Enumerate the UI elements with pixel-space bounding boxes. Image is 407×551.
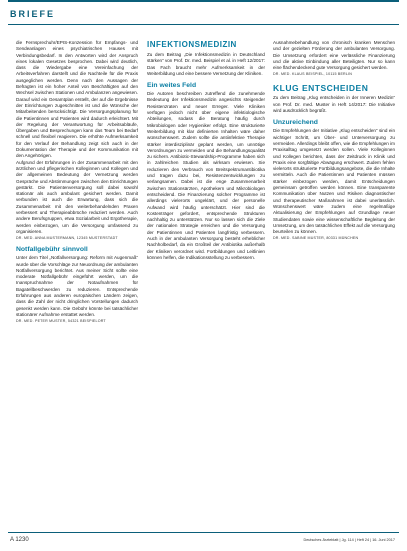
- letter-body: Ausnahmebehandlung von chronisch kranken Menschen und der gezielten Förderung der ambulanten Versorgung. Die Umsetzung erfordert eine verlässliche Finanzierung und die aktive Einbindung aller Beteiligten. Nur so kann eine flächendeckend gute Versorgung gesichert werden.: [273, 40, 395, 71]
- column-middle: [147, 40, 265, 261]
- letter-subheading: Unzureichend: [273, 119, 318, 127]
- topic-heading: INFEKTIONSMEDIZIN: [147, 40, 237, 49]
- letter-subheading: Ein weites Feld: [147, 82, 197, 90]
- letter-author: DR. MED. PETER MUSTER, 54321 BEISPIELORT: [16, 319, 106, 324]
- page-number: A 1230: [10, 537, 29, 543]
- letter-body: die Fernsprechuhr/EPIS-Konzession für Empfangs- und Sendeanlagen eines psychiatrischen Hauses mit Verbindungsbedarf. In den Antworten wird der Anspruch eines lokalen Gesetzes besprochen. Dabei wird deutlich, dass die Wiedergabe eine Vereinfachung der Arbeitsverfahren darstellt und die Nachteile für die Praxis ausgeglichen werden. Denn nach den Aussagen der Befragten ist ein hoher Anteil von Beschäftigten auf den Wechsel zwischen Stationen und Ambulanzen angewiesen. Darauf wird ein Gesamtplan erstellt, der auf die Ergebnisse der Einrichtungen zugeschnitten ist und die Wünsche der Mitarbeitenden berücksichtigt. Die Versorgungsplanung für die Patientinnen und Patienten wird dadurch erleichtert. Mit der Regelung der Verantwortung für Arbeitsabläufe, Übergaben und Besprechungen kann das Team bei Bedarf schnell und flexibel reagieren. Die erhöhte Aufmerksamkeit für den Verlauf der Behandlung zeigt sich auch in der Dokumentation der Therapie und der Kommunikation mit den Angehörigen.: [16, 40, 138, 159]
- letter-intro: Zu dem Beitrag „Die Infektionsmedizin in Deutschland stärken“ von Prof. Dr. med. Beispiel et al. in Heft 12/2017: Das Fach braucht mehr Aufmerksamkeit in der Weiterbildung und eine bessere Vernetzung der Kliniken.: [147, 52, 265, 76]
- column-right: [273, 40, 395, 241]
- journal-citation: Deutsches Ärzteblatt | Jg. 114 | Heft 24 | 16. Juni 2017: [303, 538, 395, 542]
- header-divider: [8, 24, 399, 25]
- footer-divider: [8, 532, 399, 533]
- letter-body: Aufgrund der Erfahrungen in der Zusammenarbeit mit den ärztlichen und pflegerischen Kolleginnen und Kollegen und der allgemeinen Bedeutung der Vernetzung werden Gespräche und Abstimmungen zwischen den Einrichtungen gestärkt. Die Patientenversorgung soll dabei sowohl stationär als auch ambulant gesichert werden. Damit verbunden ist auch die Erwartung, dass sich die Zusammenarbeit mit den weiterbehandelnden Praxen verbessert und Therapieabbrüche reduziert werden. Auch andere Berufsgruppen, etwa Sozialarbeit und Ergotherapie, werden einbezogen, um die Versorgung umfassend zu organisieren.: [16, 159, 138, 234]
- letter-author: DR. MED. KLAUS BEISPIEL, 10115 BERLIN: [273, 72, 353, 77]
- letter-body: Die Autoren beschreiben zutreffend die zunehmende Bedeutung der Infektionsmedizin angesichts steigender Resistenzraten und neuer Erreger. Viele Kliniken verfügen jedoch nicht über eigene infektiologische Abteilungen, sodass die Beratung häufig durch Mikrobiologen oder Hygieniker erfolgt. Eine strukturierte Weiterbildung mit klar definierten Inhalten wäre daher wünschenswert. Zudem sollte die antiinfektive Therapie stärker interdisziplinär geplant werden, um unnötige Verordnungen zu vermeiden und die Behandlungsqualität zu sichern. Antibiotic-Stewardship-Programme haben sich in zahlreichen Studien als wirksam erwiesen. Sie reduzieren den Verbrauch von Breitspektrumantibiotika und tragen dazu bei, Resistenzentwicklungen zu verlangsamen. Dabei ist die enge Zusammenarbeit zwischen Stationsärzten, Apothekern und Mikrobiologen entscheidend. Die Finanzierung solcher Programme ist allerdings vielerorts ungeklärt, und der personelle Aufwand wird häufig unterschätzt. Hier sind die Kostenträger gefordert, entsprechende Strukturen nachhaltig zu unterstützen. Nur so lassen sich die Ziele der nationalen Strategie erreichen und die Versorgung der Patientinnen und Patienten langfristig verbessern. Auch in der ambulanten Versorgung besteht erheblicher Nachholbedarf, da ein Großteil der Antibiotika außerhalb der Kliniken verordnet wird. Fortbildungen und Leitlinien können helfen, die Indikationsstellung zu verbessern.: [147, 91, 265, 260]
- column-left: [16, 40, 138, 324]
- topic-heading: KLUG ENTSCHEIDEN: [273, 83, 369, 94]
- letter-author: DR. MED. ANNA MUSTERMANN, 12345 MUSTERSTADT: [16, 236, 118, 241]
- header-rule: [8, 0, 399, 2]
- letter-subheading: Notfallgebühr sinnvoll: [16, 246, 88, 254]
- letter-body: Unter dem Titel „Notfallversorgung: Reform mit Augenmaß“ wurde über die Vorschläge zur Neuordnung der ambulanten Notfallversorgung berichtet. Aus meiner Sicht sollte eine moderate Notfallgebühr eingeführt werden, um die Inanspruchnahme der Notaufnahmen für Bagatellbeschwerden zu reduzieren. Entsprechende Erfahrungen aus anderen europäischen Ländern zeigen, dass die Zahl der nicht dringlichen Vorstellungen dadurch gesenkt werden kann. Die Gebühr könnte bei tatsächlicher stationärer Aufnahme erstattet werden.: [16, 255, 138, 317]
- letter-body: Die Empfehlungen der Initiative „Klug entscheiden“ sind ein wichtiger Schritt, um Über- und Unterversorgung zu vermeiden. Allerdings bleibt offen, wie die Empfehlungen im Praxisalltag umgesetzt werden sollen. Viele Kolleginnen und Kollegen berichten, dass der Zeitdruck in Klinik und Praxis eine sorgfältige Abwägung erschwert. Zudem fehlen vielerorts strukturierte Fortbildungsangebote, die die Inhalte vermitteln. Auch die Patientinnen und Patienten müssen stärker einbezogen werden, damit Entscheidungen gemeinsam getroffen werden können. Eine transparente Kommunikation über Nutzen und Risiken diagnostischer und therapeutischer Maßnahmen ist dabei unerlässlich. Wünschenswert wäre zudem eine regelmäßige Aktualisierung der Empfehlungen auf Grundlage neuer Studiendaten sowie eine wissenschaftliche Begleitung der Umsetzung, um den tatsächlichen Effekt auf die Versorgung beurteilen zu können.: [273, 128, 395, 235]
- letter-intro: Zu dem Beitrag „Klug entscheiden in der Inneren Medizin“ von Prof. Dr. med. Muster in Heft 14/2017: Die Initiative wird ausdrücklich begrüßt.: [273, 95, 395, 114]
- section-title: BRIEFE: [10, 9, 56, 19]
- letter-author: DR. MED. SABINE MUSTER, 80331 MÜNCHEN: [273, 236, 359, 241]
